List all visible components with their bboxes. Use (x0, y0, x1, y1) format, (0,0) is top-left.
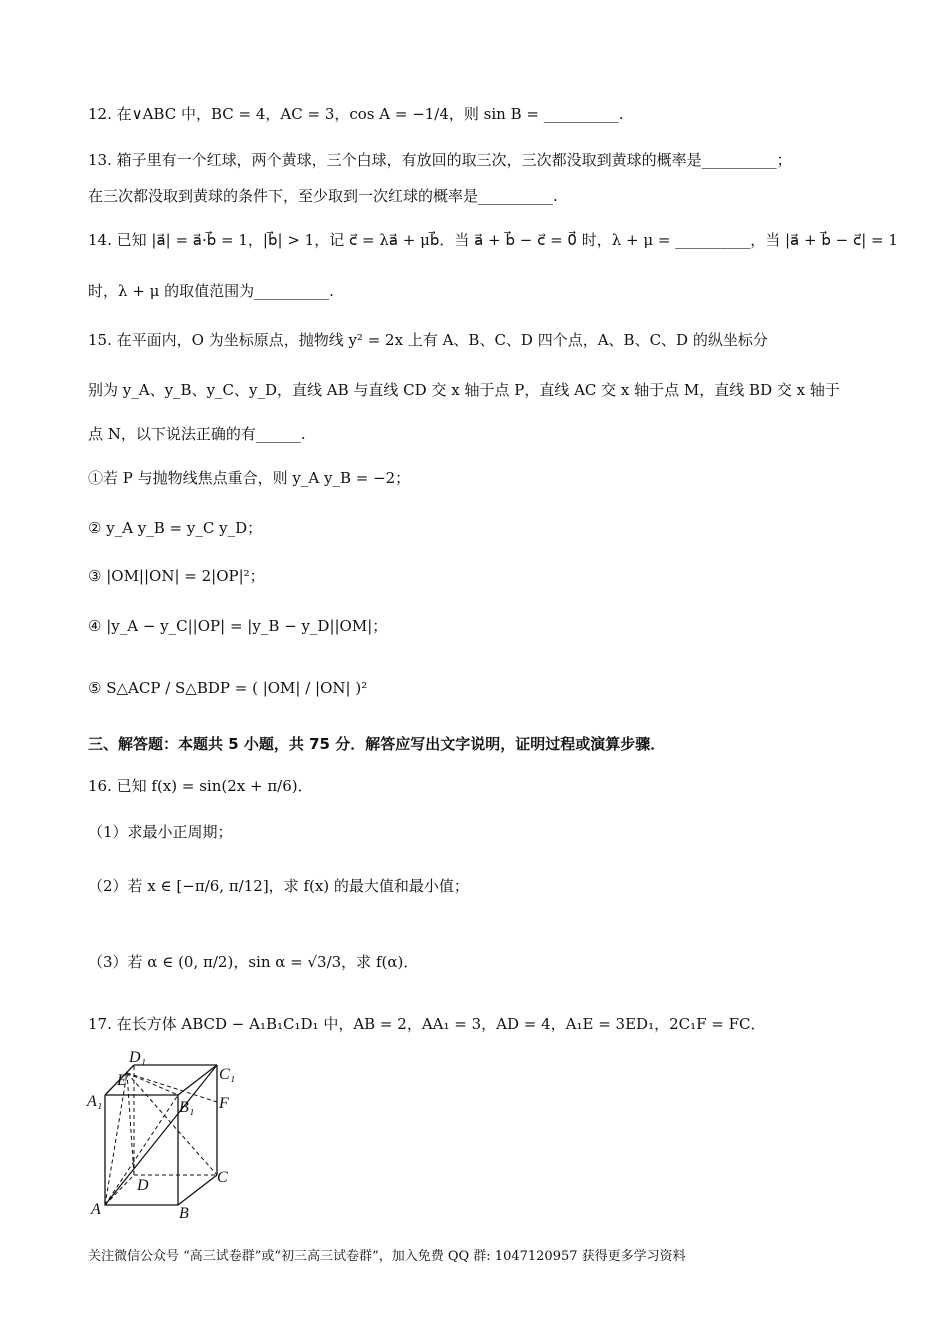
cuboid-figure (85, 1050, 245, 1220)
line-e-f (127, 1073, 217, 1102)
label-d: D (137, 1177, 149, 1194)
label-c1: C₁ (219, 1066, 236, 1083)
page-footer: 关注微信公众号 “高三试卷群”或“初三高三试卷群”，加入免费 QQ 群: 1047120957 获得更多学习资料 (88, 1249, 686, 1264)
q15-option-4: ④ |y_A − y_C||OP| = |y_B − y_D||OM|； (88, 617, 388, 635)
label-b: B (179, 1205, 189, 1220)
label-d1: D₁ (129, 1050, 147, 1066)
label-f: F (219, 1095, 229, 1112)
section-3-heading: 三、解答题：本题共 5 小题，共 75 分．解答应写出文字说明，证明过程或演算步骤． (88, 735, 666, 753)
label-c: C (217, 1169, 228, 1186)
label-b1: B₁ (179, 1099, 195, 1116)
q15-option-5: ⑤ S△ACP / S△BDP = ( |OM| / |ON| )² (88, 679, 368, 697)
q13-line2: 在三次都没取到黄球的条件下，至少取到一次红球的概率是__________. (88, 187, 558, 205)
line-e-d (127, 1073, 134, 1175)
line-e-b1 (127, 1073, 178, 1095)
label-a1: A₁ (87, 1093, 103, 1110)
q14-line2: 时，λ + μ 的取值范围为__________. (88, 282, 334, 300)
label-e: E (117, 1072, 127, 1089)
edge-b1-c1 (178, 1065, 217, 1095)
q15-option-2: ② y_A y_B = y_C y_D； (88, 519, 263, 537)
q15-line1: 15. 在平面内，O 为坐标原点，抛物线 y² = 2x 上有 A、B、C、D 四个点，A、B、C、D 的纵坐标分 (88, 331, 768, 349)
line-a-e (105, 1073, 127, 1205)
q16-part-1: （1）求最小正周期； (88, 823, 233, 841)
q16: 16. 已知 f(x) = sin(2x + π/6)． (88, 777, 313, 795)
q14-line1: 14. 已知 |a⃗| = a⃗·b⃗ = 1，|b⃗| > 1，记 c⃗ = λa⃗ + μb⃗．当 a⃗ + b⃗ − c⃗ = 0⃗ 时，λ + μ = __________，当 |a⃗ + b⃗ − c⃗| = 1 (88, 231, 898, 249)
label-a: A (91, 1201, 101, 1218)
q12: 12. 在∨ABC 中，BC = 4，AC = 3，cos A = −1/4，则 sin B = __________. (88, 105, 624, 123)
q16-part-2: （2）若 x ∈ [−π/6, π/12]，求 f(x) 的最大值和最小值； (88, 877, 469, 895)
q15-line3: 点 N，以下说法正确的有______. (88, 425, 306, 443)
q15-option-1: ①若 P 与抛物线焦点重合，则 y_A y_B = −2； (88, 469, 411, 487)
q17: 17. 在长方体 ABCD − A₁B₁C₁D₁ 中，AB = 2，AA₁ = 3，AD = 4，A₁E = 3ED₁，2C₁F = FC． (88, 1015, 766, 1033)
q15-line2: 别为 y_A、y_B、y_C、y_D，直线 AB 与直线 CD 交 x 轴于点 P，直线 AC 交 x 轴于点 M，直线 BD 交 x 轴于 (88, 381, 840, 399)
q13-line1: 13. 箱子里有一个红球，两个黄球，三个白球，有放回的取三次，三次都没取到黄球的概率是__________； (88, 151, 792, 169)
edge-b-c (178, 1175, 217, 1205)
q15-option-3: ③ |OM||ON| = 2|OP|²； (88, 567, 265, 585)
q16-part-3: （3）若 α ∈ (0, π/2)，sin α = √3/3，求 f(α)． (88, 953, 419, 971)
